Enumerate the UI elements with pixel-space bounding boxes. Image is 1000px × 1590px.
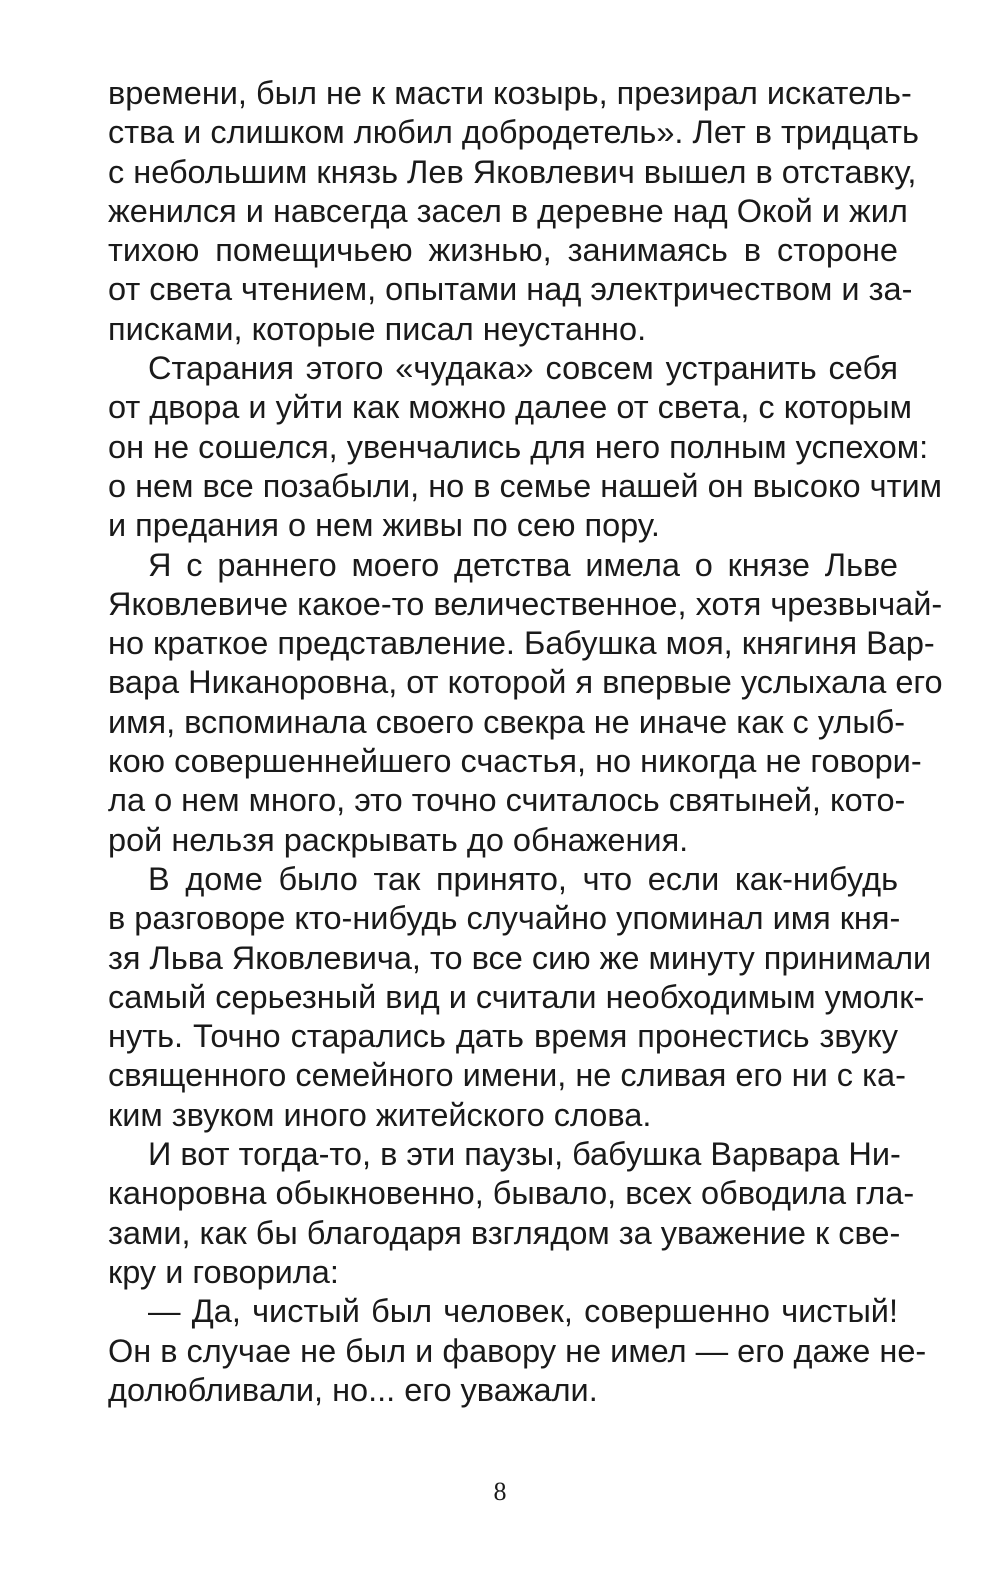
text-line: — Да, чистый был человек, совершенно чистый! — [148, 1293, 898, 1330]
paragraph-1 — [108, 74, 919, 349]
text-line: ким звуком иного житейского слова. — [108, 1096, 652, 1133]
text-line: в разговоре кто-нибудь случайно упоминал имя кня- — [108, 900, 901, 937]
text-line: И вот тогда-то, в эти паузы, бабушка Варвара Ни- — [148, 1136, 901, 1173]
text-line: с небольшим князь Лев Яковлевич вышел в отставку, — [108, 153, 917, 190]
text-line: писками, которые писал неустанно. — [108, 310, 647, 347]
text-line: зами, как бы благодаря взглядом за уважение к све- — [108, 1214, 901, 1251]
paragraph-5 — [108, 1135, 915, 1292]
text-line: вара Никаноровна, от которой я впервые услыхала его — [108, 664, 943, 701]
paragraph-2 — [108, 349, 942, 545]
text-line: имя, вспоминала своего свекра не иначе как с улыб- — [108, 703, 906, 740]
text-line: В доме было так принято, что если как-нибудь — [148, 860, 898, 897]
text-line: он не сошелся, увенчались для него полным успехом: — [108, 428, 929, 465]
text-line: каноровна обыкновенно, бывало, всех обводила гла- — [108, 1175, 915, 1212]
paragraph-3 — [108, 546, 943, 860]
text-line: ла о нем много, это точно считалось святыней, кото- — [108, 782, 906, 819]
paragraph-4 — [108, 860, 932, 1135]
text-line: долюбливали, но... его уважали. — [108, 1371, 598, 1408]
text-line: и предания о нем живы по сею пору. — [108, 507, 660, 544]
text-line: о нем все позабыли, но в семье нашей он высоко чтим — [108, 467, 942, 504]
text-line: от света чтением, опытами над электричеством и за- — [108, 271, 913, 308]
paragraph-6 — [108, 1292, 927, 1410]
text-line: но краткое представление. Бабушка моя, княгиня Вар- — [108, 625, 935, 662]
text-line: Я с раннего моего детства имела о князе Льве — [148, 546, 898, 583]
text-line: священного семейного имени, не сливая его ни с ка- — [108, 1057, 906, 1094]
text-line: рой нельзя раскрывать до обнажения. — [108, 821, 689, 858]
text-line: Старания этого «чудака» совсем устранить себя — [148, 350, 898, 387]
text-line: зя Льва Яковлевича, то все сию же минуту принимали — [108, 939, 932, 976]
text-line: Яковлевиче какое-то величественное, хотя чрезвычай- — [108, 585, 943, 622]
text-line: самый серьезный вид и считали необходимым умолк- — [108, 978, 925, 1015]
text-line: женился и навсегда засел в деревне над Окой и жил — [108, 192, 908, 229]
book-page-text — [108, 74, 943, 1514]
text-line: кру и говорила: — [108, 1253, 339, 1290]
text-line: тихою помещичьею жизнью, занимаясь в стороне — [108, 232, 898, 269]
text-line: кою совершеннейшего счастья, но никогда не говори- — [108, 743, 922, 780]
page-number: 8 — [493, 1477, 507, 1506]
text-line: ства и слишком любил добродетель». Лет в тридцать — [108, 114, 919, 151]
text-line: Он в случае не был и фавору не имел — его даже не- — [108, 1332, 927, 1369]
text-line: от двора и уйти как можно далее от света, с которым — [108, 389, 913, 426]
text-line: нуть. Точно старались дать время пронестись звуку — [108, 1018, 898, 1055]
text-line: времени, был не к масти козырь, презирал искатель- — [108, 75, 912, 111]
